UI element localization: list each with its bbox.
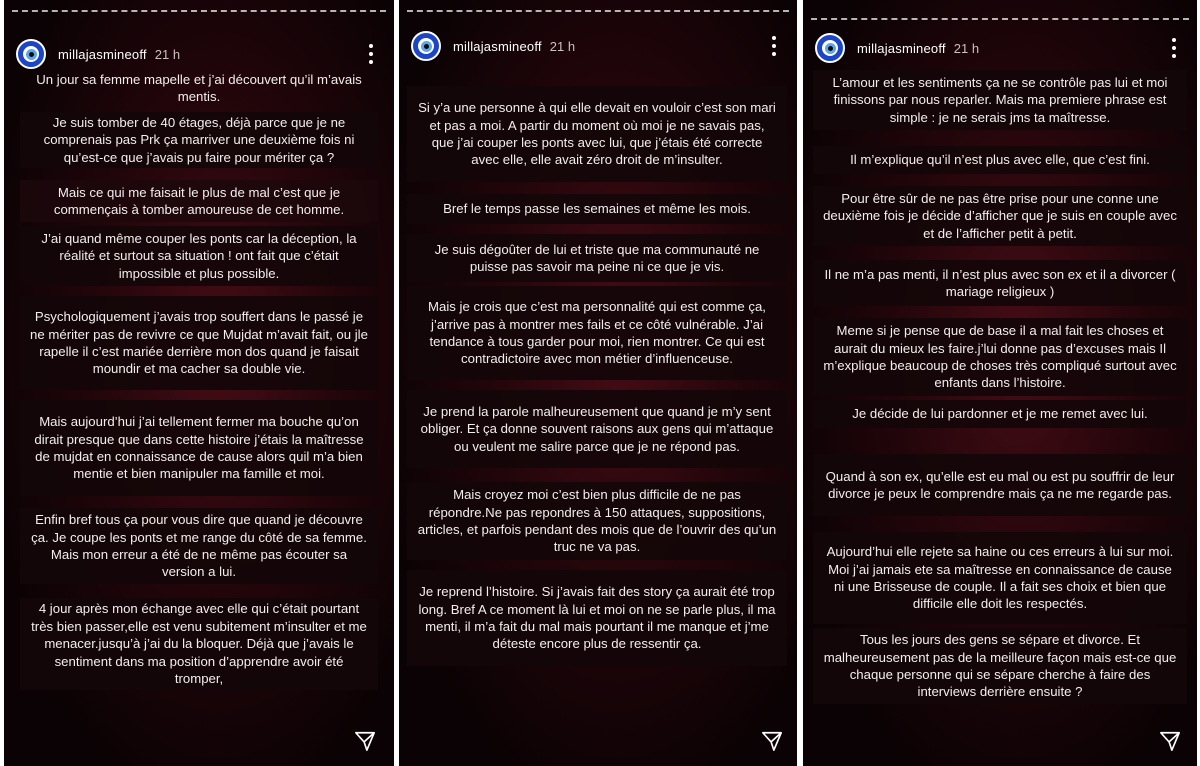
story-text-block: Pour être sûr de ne pas être prise pour une conne une deuxième fois je décide d’afficher que je suis en couple avec et de l’afficher petit à petit. (813, 186, 1187, 246)
story-text-block: Enfin bref tous ça pour vous dire que quand je découvre ça. Je coupe les ponts et me range du côté de sa femme. Mais mon erreur a été de ne même pas écouter sa version a lui. (20, 508, 378, 584)
story-panel-2[interactable] (399, 0, 797, 766)
post-time: 21 h (953, 40, 980, 56)
story-text-block: Je reprend l’histoire. Si j’avais fait des story ça aurait été trop long. Bref A ce moment là lui et moi on ne se parle plus, il ma menti, il m’a fait du mal mais pourtant il me manque et j’me déteste encore plus de ressentir ça. (407, 570, 787, 666)
avatar[interactable] (411, 31, 441, 61)
story-text-block: Je prend la parole malheureusement que quand je m’y sent obliger. Et ça donne souvent raisons aux gens qui m’attaque ou veulent me salire parce que je ne répond pas. (407, 390, 787, 468)
send-icon[interactable] (761, 730, 783, 752)
avatar[interactable] (16, 39, 46, 69)
story-header (411, 28, 785, 64)
send-icon[interactable] (1159, 730, 1181, 752)
story-text-block: Aujourd’hui elle rejete sa haine ou ces erreurs à lui sur moi. Moi j’ai jamais ete sa maîtresse en connaissance de cause ni une Brisseuse de couple. Il a fait ses choix et bien que difficile elle doit les respectés. (813, 532, 1187, 624)
more-options-icon[interactable] (368, 44, 374, 64)
story-text-block: Je suis dégoûter de lui et triste que ma communauté ne puisse pas savoir ma peine ni ce que je vis. (407, 234, 787, 282)
send-icon[interactable] (354, 730, 376, 752)
more-options-icon[interactable] (771, 36, 777, 56)
story-text-block: Il ne m’a pas menti, il n’est plus avec son ex et il a divorcer ( mariage religieux ) (813, 260, 1187, 306)
story-progress-bar (811, 18, 1189, 20)
story-text-block: Psychologiquement j’avais trop souffert dans le passé je ne mériter pas de revivre ce que Mujdat m’avait fait, ou jle rapelle il c’est mariée derrière mon dos quand je faisait moundir et ma cacher sa double vie. (20, 296, 378, 390)
story-text-block: Meme si je pense que de base il a mal fait les choses et aurait du mieux les faire.j’lui donne pas d’excuses mais Il m’explique beaucoup de choses très compliqué surtout avec enfants dans l’histoire. (813, 318, 1187, 396)
story-header (16, 36, 382, 72)
story-text-block: Il m’explique qu’il n’est plus avec elle, que c’est fini. (813, 146, 1187, 174)
story-text-block: Mais aujourd’hui j’ai tellement fermer ma bouche qu’on dirait presque que dans cette histoire j’étais la maîtresse de mujdat en connaissance de cause alors quil m’a bien mentie et bien manipuler ma famille et moi. (20, 400, 378, 496)
story-text-block: Mais ce qui me faisait le plus de mal c’est que je commençais à tomber amoureuse de cet homme. (20, 180, 378, 222)
story-text-block: 4 jour après mon échange avec elle qui c’était pourtant très bien passer,elle est venu subitement m’insulter et me menacer.jusqu’à j’ai du la bloquer. Déjà que j’avais le sentiment dans ma position d’apprendre avoir été tromper, (20, 598, 378, 690)
story-text-block: Quand à son ex, qu’elle est eu mal ou est pu souffrir de leur divorce je peux le comprendre mais ça ne me regarde pas. (813, 454, 1187, 516)
story-header (815, 30, 1185, 66)
username[interactable]: millajasmineoff (453, 38, 542, 54)
more-options-icon[interactable] (1171, 38, 1177, 58)
story-progress-bar (12, 10, 386, 12)
username[interactable]: millajasmineoff (58, 46, 147, 62)
story-progress-bar (407, 10, 789, 12)
story-text-block: L’amour et les sentiments ça ne se contrôle pas lui et moi finissons par nous reparler. Mais ma premiere phrase est simple : je ne serais jms ta maîtresse. (813, 70, 1187, 130)
story-panel-1[interactable] (4, 0, 394, 766)
username[interactable]: millajasmineoff (857, 40, 946, 56)
story-panel-3[interactable] (803, 0, 1197, 766)
story-text-block: Mais croyez moi c’est bien plus difficile de ne pas répondre.Ne pas repondres à 150 attaques, suppositions, articles, et parfois pendant des mois que de l’ouvrir des qu’un truc ne va pas. (407, 482, 787, 560)
story-text-block: Tous les jours des gens se sépare et divorce. Et malheureusement pas de la meilleure façon mais est-ce que chaque personne qui se sépare cherche à faire des interviews derrière ensuite ? (813, 628, 1187, 704)
avatar[interactable] (815, 33, 845, 63)
story-text-block: Mais je crois que c’est ma personnalité qui est comme ça, j’arrive pas à montrer mes fails et ce côté vulnérable. J’ai tendance à tous garder pour moi, rien montrer. Ce qui est contradictoire avec mon métier d’influenceuse. (407, 286, 787, 380)
story-text-block: Si y’a une personne à qui elle devait en vouloir c’est son mari et pas a moi. A partir du moment où moi je ne savais pas, que j’ai couper les ponts avec lui, que j’étais été correcte avec elle, elle avait zéro droit de m’insulter. (407, 86, 787, 182)
story-text-block: Un jour sa femme mapelle et j’ai découvert qu’il m’avais mentis. (36, 71, 362, 104)
post-time: 21 h (154, 46, 181, 62)
post-time: 21 h (549, 38, 576, 54)
story-text-block: Je décide de lui pardonner et je me remet avec lui. (813, 400, 1187, 428)
story-text-block: J’ai quand même couper les ponts car la déception, la réalité et surtout sa situation ! ont fait que c’était impossible et plus possible. (20, 226, 378, 286)
story-text-block: Je suis tomber de 40 étages, déjà parce que je ne comprenais pas Prk ça marriver une deuxième fois ni qu’est-ce que j’avais pu faire pour mériter ça ? (20, 112, 378, 168)
story-text-block: Bref le temps passe les semaines et même les mois. (407, 194, 787, 224)
